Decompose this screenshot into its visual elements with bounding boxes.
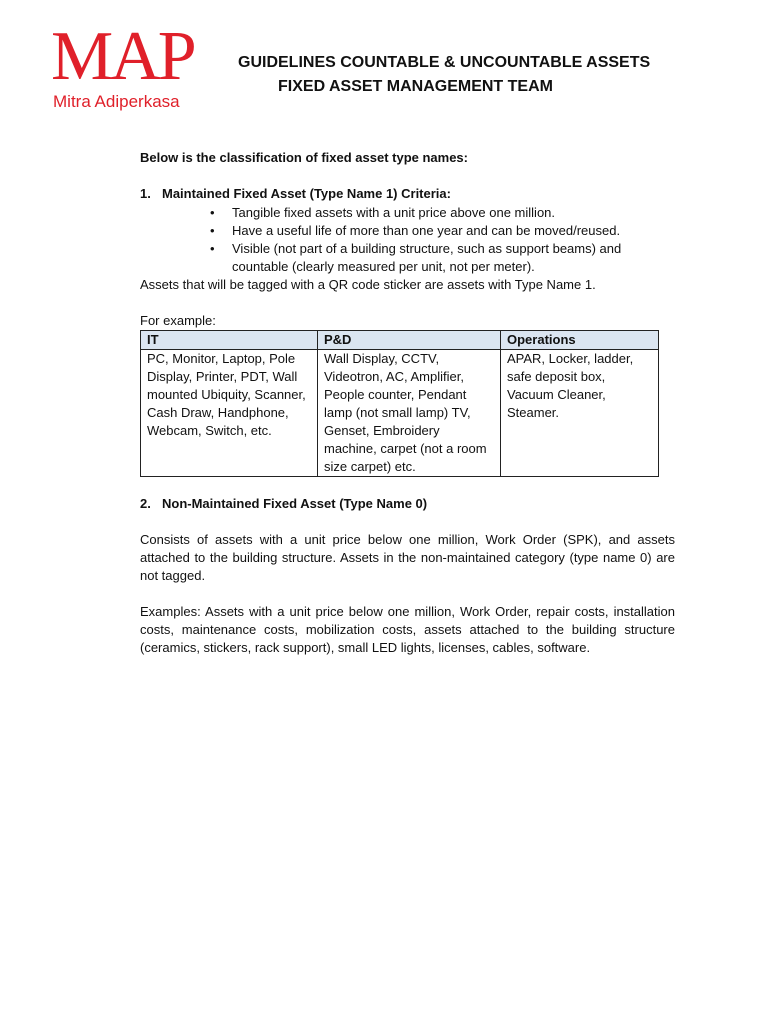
logo-mark: MAP	[51, 18, 194, 95]
document-subtitle: FIXED ASSET MANAGEMENT TEAM	[278, 78, 553, 95]
column-header-it: IT	[141, 331, 318, 350]
table-cell-it: PC, Monitor, Laptop, Pole Display, Printer, PDT, Wall mounted Ubiquity, Scanner, Cash Draw, Handphone, Webcam, Switch, etc.	[141, 350, 318, 477]
section-2-heading	[140, 495, 675, 513]
table-cell-operations: APAR, Locker, ladder, safe deposit box, Vacuum Cleaner, Steamer.	[501, 350, 659, 477]
section-1-heading	[140, 185, 675, 203]
column-header-pd: P&D	[318, 331, 501, 350]
example-label: For example:	[140, 313, 216, 328]
criteria-item: • Visible (not part of a building structure, such as support beams) and countable (clearly measured per unit, not per meter).	[210, 241, 622, 274]
section-1-title: Maintained Fixed Asset (Type Name 1) Criteria:	[162, 186, 451, 201]
table-row	[141, 350, 659, 477]
section-2-number: 2.	[140, 496, 151, 511]
examples-table	[140, 330, 659, 477]
document-title: GUIDELINES COUNTABLE & UNCOUNTABLE ASSETS	[238, 54, 651, 71]
section-2-paragraph-1: Consists of assets with a unit price below one million, Work Order (SPK), and assets attached to the building structure. Assets in the non-maintained category (type name 0) are not tagged.	[140, 532, 675, 583]
table-cell-pd: Wall Display, CCTV, Videotron, AC, Amplifier, People counter, Pendant lamp (not small lamp) TV, Genset, Embroidery machine, carpet (not a room size carpet) etc.	[318, 350, 501, 477]
section-1-number: 1.	[140, 186, 151, 201]
column-header-operations: Operations	[501, 331, 659, 350]
bullet-icon: •	[210, 241, 215, 256]
section-2-title: Non-Maintained Fixed Asset (Type Name 0)	[162, 496, 428, 511]
criteria-item: • Have a useful life of more than one year and can be moved/reused.	[210, 223, 621, 238]
criteria-item: • Tangible fixed assets with a unit price above one million.	[210, 205, 556, 220]
section-2-paragraph-2: Examples: Assets with a unit price below one million, Work Order, repair costs, installation costs, maintenance costs, mobilization costs, assets attached to the building structure (ceramics, stickers, rack support), small LED lights, licenses, cables, software.	[140, 604, 675, 655]
logo-company-name: Mitra Adiperkasa	[53, 92, 180, 111]
company-logo	[51, 18, 231, 112]
intro-text: Below is the classification of fixed asset type names:	[140, 150, 468, 165]
criteria-list	[140, 204, 675, 276]
bullet-icon: •	[210, 223, 215, 238]
bullet-icon: •	[210, 205, 215, 220]
document-body	[140, 149, 675, 657]
table-header-row	[141, 331, 659, 350]
tag-note: Assets that will be tagged with a QR code sticker are assets with Type Name 1.	[140, 277, 596, 292]
